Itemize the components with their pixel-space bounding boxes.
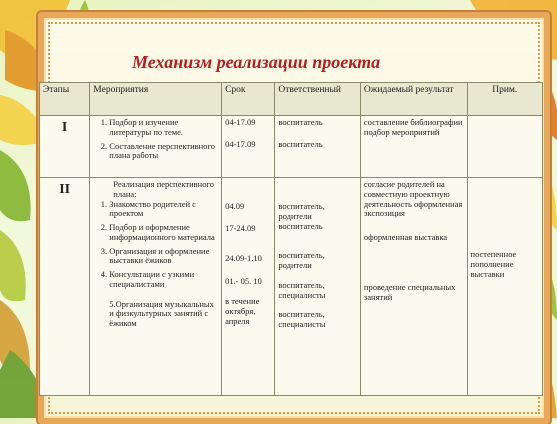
- responsible-value: воспитатель: [278, 220, 323, 231]
- term-cell: [222, 116, 275, 178]
- term-value: 24.09-1.10: [225, 252, 262, 263]
- slide-title: Механизм реализации проекта: [132, 52, 381, 72]
- term-value: 17-24.09: [225, 222, 256, 233]
- responsible-value: воспитатель: [278, 117, 323, 127]
- term-value: 01.- 05. 10: [225, 276, 262, 287]
- activity-item: 2. Составление перспективного плана работы: [109, 142, 218, 162]
- responsible-value: воспитатель, родители: [278, 201, 325, 221]
- result-value: подбор мероприятий: [363, 126, 440, 137]
- note-cell: [467, 178, 542, 396]
- result-value: согласие родителей на совместную проектную деятельность оформленная экспозиция: [363, 179, 463, 219]
- header-stage: Этапы: [40, 83, 90, 116]
- responsible-value: воспитатель: [278, 138, 323, 149]
- table-row: [40, 116, 543, 178]
- stage-cell: II: [40, 178, 90, 396]
- note-cell: [467, 116, 542, 178]
- result-cell: [360, 178, 467, 396]
- responsible-cell: [275, 116, 361, 178]
- responsible-cell: [275, 178, 361, 396]
- term-value: 04-17.09: [225, 117, 256, 127]
- term-cell: [222, 178, 275, 396]
- activity-item: 1. Подбор и изучение литературы по теме.: [109, 118, 218, 138]
- header-responsible: Ответственный: [275, 83, 361, 116]
- activity-item: 3. Организация и оформление выставки ёжиков: [109, 247, 218, 267]
- responsible-value: воспитатель, родители: [278, 250, 325, 271]
- header-result: Ожидаемый результат: [360, 83, 467, 116]
- term-value: 04.09: [225, 201, 245, 211]
- term-value: 04-17.09: [225, 138, 256, 149]
- header-activities: Мероприятия: [90, 83, 222, 116]
- activity-item: 4. Консультации с узкими специалистами: [109, 270, 218, 290]
- responsible-value: воспитатель, специалисты: [278, 279, 326, 300]
- activities-cell: [90, 116, 222, 178]
- result-cell: [360, 116, 467, 178]
- result-value: составление библиографии: [363, 117, 463, 127]
- stage-cell: I: [40, 116, 90, 178]
- activity-item: 2. Подбор и оформление информационного материала: [109, 223, 218, 243]
- result-value: оформленная выставка: [363, 232, 448, 243]
- responsible-value: воспитатель, специалисты: [278, 309, 326, 330]
- table-row: [40, 178, 543, 396]
- activity-item: 5.Организация музыкальных и физкультурных занятий с ёжиком: [109, 298, 214, 329]
- result-value: проведение специальных занятий: [363, 281, 456, 302]
- term-value: в течение октября, апреля: [225, 296, 260, 326]
- header-term: Срок: [222, 83, 275, 116]
- plan-table: [39, 82, 543, 396]
- activity-item: 1. Знакомство родителей с проектом: [109, 200, 218, 220]
- table-header-row: [40, 83, 543, 116]
- note-value: постепенное пополнение выставки: [470, 249, 517, 279]
- activities-cell: [90, 178, 222, 396]
- activity-intro: Реализация перспективного плана:: [113, 179, 214, 199]
- header-note: Прим.: [467, 83, 542, 116]
